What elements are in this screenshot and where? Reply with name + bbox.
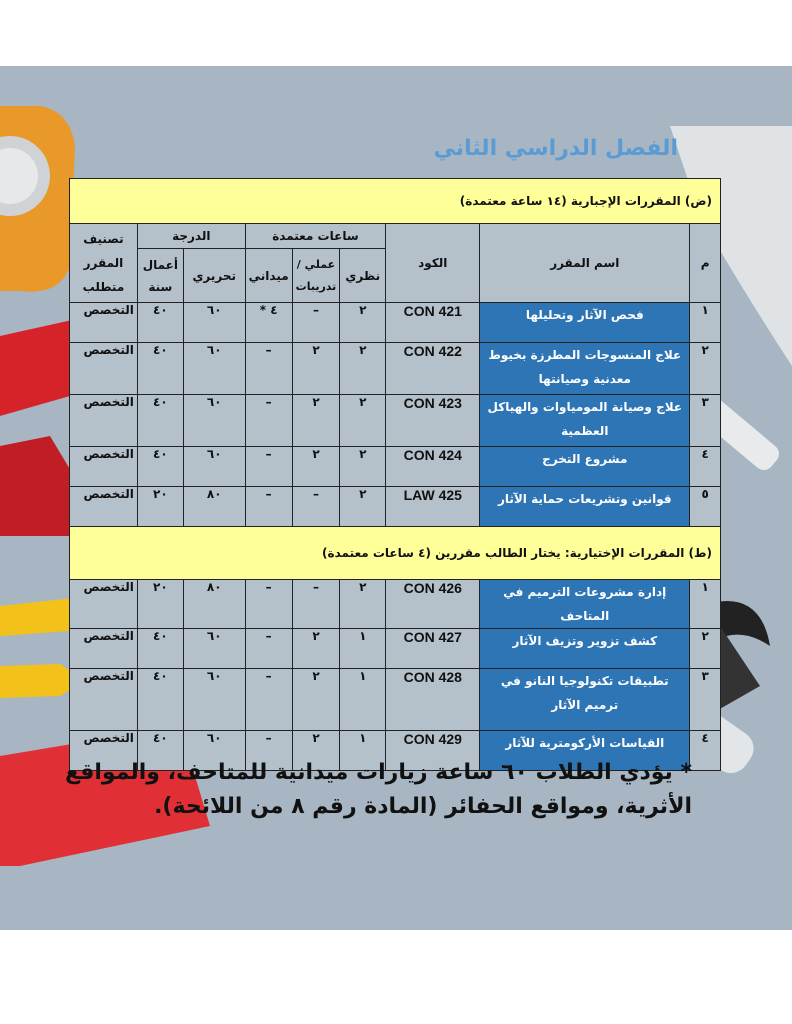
field-hours: – (245, 731, 292, 771)
theory-hours: ٢ (340, 580, 386, 629)
col-num: م (690, 224, 721, 303)
elective-section-row (70, 527, 721, 580)
field-hours: – (245, 580, 292, 629)
field-hours: ٤ * (245, 303, 292, 343)
table-row (70, 395, 721, 447)
header-row-1 (70, 224, 721, 249)
row-num: ١ (690, 303, 721, 343)
row-num: ٣ (690, 669, 721, 731)
elective-header: (ط) المقررات الإختيارية: يختار الطالب مقررين (٤ ساعات معتمدة) (70, 527, 721, 580)
written-grade: ٨٠ (183, 487, 245, 527)
table-row (70, 343, 721, 395)
classification: التخصص (70, 487, 138, 527)
table-row (70, 303, 721, 343)
course-code: LAW 425 (386, 487, 480, 527)
year-grade: ٢٠ (137, 487, 183, 527)
col-grade: الدرجة (137, 224, 245, 249)
field-hours: – (245, 629, 292, 669)
course-code: CON 428 (386, 669, 480, 731)
course-code: CON 423 (386, 395, 480, 447)
page-title: الفصل الدراسي الثاني (433, 136, 678, 161)
col-code: الكود (386, 224, 480, 303)
row-num: ٤ (690, 447, 721, 487)
course-name: علاج المنسوجات المطرزة بخيوط معدنية وصيانتها (480, 343, 690, 395)
col-classification: تصنيف المقرر متطلب (70, 224, 138, 303)
course-name: علاج وصيانة المومياوات والهياكل العظمية (480, 395, 690, 447)
course-code: CON 421 (386, 303, 480, 343)
table-row (70, 580, 721, 629)
year-grade: ٤٠ (137, 731, 183, 771)
theory-hours: ٢ (340, 487, 386, 527)
classification: التخصص (70, 447, 138, 487)
course-code: CON 427 (386, 629, 480, 669)
course-code: CON 424 (386, 447, 480, 487)
written-grade: ٦٠ (183, 731, 245, 771)
course-code: CON 422 (386, 343, 480, 395)
year-grade: ٤٠ (137, 303, 183, 343)
theory-hours: ١ (340, 629, 386, 669)
classification: التخصص (70, 303, 138, 343)
classification: التخصص (70, 731, 138, 771)
row-num: ٢ (690, 629, 721, 669)
col-practical: عملي / تدريبات (292, 249, 340, 303)
practical-hours: – (292, 303, 340, 343)
row-num: ٣ (690, 395, 721, 447)
written-grade: ٦٠ (183, 343, 245, 395)
classification: التخصص (70, 629, 138, 669)
year-grade: ٤٠ (137, 343, 183, 395)
col-written: تحريري (183, 249, 245, 303)
practical-hours: ٢ (292, 395, 340, 447)
table-row (70, 487, 721, 527)
practical-hours: ٢ (292, 629, 340, 669)
practical-hours: – (292, 487, 340, 527)
theory-hours: ٢ (340, 395, 386, 447)
year-grade: ٢٠ (137, 580, 183, 629)
col-credit-hours: ساعات معتمدة (245, 224, 386, 249)
col-name: اسم المقرر (480, 224, 690, 303)
row-num: ٢ (690, 343, 721, 395)
classification: التخصص (70, 395, 138, 447)
course-name: قوانين وتشريعات حماية الآثار (480, 487, 690, 527)
practical-hours: ٢ (292, 343, 340, 395)
practical-hours: ٢ (292, 447, 340, 487)
written-grade: ٦٠ (183, 629, 245, 669)
classification: التخصص (70, 343, 138, 395)
field-hours: – (245, 395, 292, 447)
courses-table (69, 178, 721, 771)
field-hours: – (245, 669, 292, 731)
col-theory: نظري (340, 249, 386, 303)
classification: التخصص (70, 669, 138, 731)
written-grade: ٦٠ (183, 303, 245, 343)
row-num: ٥ (690, 487, 721, 527)
course-name: مشروع التخرج (480, 447, 690, 487)
theory-hours: ١ (340, 731, 386, 771)
year-grade: ٤٠ (137, 629, 183, 669)
course-name: كشف تزوير وتزيف الآثار (480, 629, 690, 669)
field-hours: – (245, 447, 292, 487)
field-hours: – (245, 343, 292, 395)
table-row (70, 669, 721, 731)
theory-hours: ٢ (340, 343, 386, 395)
col-year-work: أعمال سنة (137, 249, 183, 303)
theory-hours: ٢ (340, 447, 386, 487)
course-code: CON 429 (386, 731, 480, 771)
row-num: ٤ (690, 731, 721, 771)
table-row (70, 629, 721, 669)
mandatory-section-row (70, 179, 721, 224)
practical-hours: ٢ (292, 731, 340, 771)
practical-hours: – (292, 580, 340, 629)
written-grade: ٦٠ (183, 395, 245, 447)
table-row (70, 447, 721, 487)
footnote: * يؤدي الطلاب ٦٠ ساعة زيارات ميدانية للمتاحف، والمواقع الأثرية، ومواقع الحفائر (المادة رقم ٨ من اللائحة). (64, 760, 692, 819)
course-name: إدارة مشروعات الترميم في المتاحف (480, 580, 690, 629)
classification: التخصص (70, 580, 138, 629)
field-hours: – (245, 487, 292, 527)
col-field: ميداني (245, 249, 292, 303)
course-name: تطبيقات تكنولوجيا النانو في ترميم الآثار (480, 669, 690, 731)
year-grade: ٤٠ (137, 669, 183, 731)
year-grade: ٤٠ (137, 395, 183, 447)
theory-hours: ١ (340, 669, 386, 731)
mandatory-header: (ض) المقررات الإجبارية (١٤ ساعة معتمدة) (70, 179, 721, 224)
year-grade: ٤٠ (137, 447, 183, 487)
written-grade: ٦٠ (183, 447, 245, 487)
row-num: ١ (690, 580, 721, 629)
course-name: فحص الآثار وتحليلها (480, 303, 690, 343)
practical-hours: ٢ (292, 669, 340, 731)
written-grade: ٦٠ (183, 669, 245, 731)
course-code: CON 426 (386, 580, 480, 629)
course-name: القياسات الأركومترية للآثار (480, 731, 690, 771)
written-grade: ٨٠ (183, 580, 245, 629)
theory-hours: ٢ (340, 303, 386, 343)
